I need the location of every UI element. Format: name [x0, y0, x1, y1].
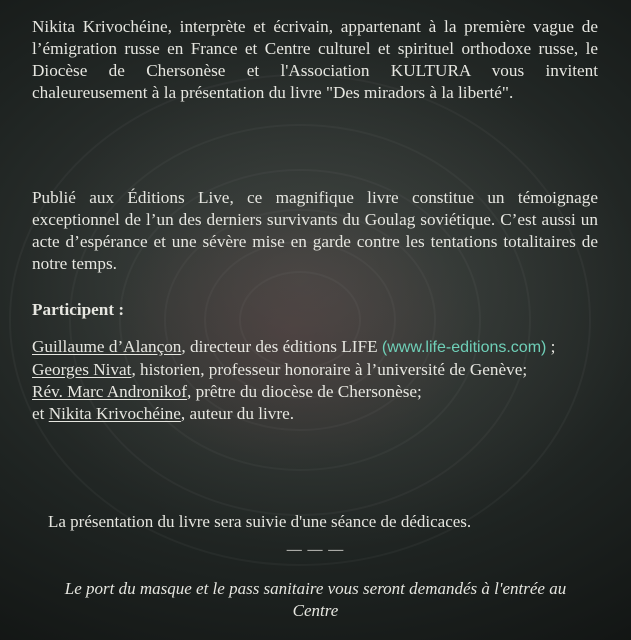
participant-item [32, 359, 598, 381]
description-paragraph: Publié aux Éditions Live, ce magnifique livre constitue un témoignage exceptionnel de l’un des derniers survivants du Goulag soviétique. C’est aussi un acte d’espérance et une sévère mise en garde contre les tentations totalitaires de notre temps. [32, 188, 598, 273]
participant-item [32, 381, 598, 403]
participant-name: Nikita Krivochéine [48, 404, 181, 423]
participant-name: Guillaume d’Alançon [32, 337, 182, 356]
participant-name: Rév. Marc Andronikof [32, 382, 187, 401]
participant-role: , directeur des éditions LIFE [181, 337, 382, 356]
health-notice: Le port du masque et le pass sanitaire vous seront demandés à l'entrée au Centre [64, 579, 567, 620]
intro-paragraph: Nikita Krivochéine, interprète et écrivain, appartenant à la première vague de l’émigration russe en France et Centre culturel et spirituel orthodoxe russe, le Diocèse de Chersonèse et l'Association KULTURA vous invitent chaleureusement à la présentation du livre "Des miradors à la liberté". [32, 17, 598, 102]
participant-end: ; [546, 337, 556, 356]
participant-name: Georges Nivat [32, 360, 132, 379]
participant-role: , prêtre du diocèse de Chersonèse; [186, 382, 422, 401]
separator: — — — [286, 542, 345, 558]
participant-role: , historien, professeur honoraire à l’université de Genève; [131, 360, 528, 379]
signing-note: La présentation du livre sera suivie d'une séance de dédicaces. [48, 512, 472, 531]
participant-item [32, 403, 598, 425]
participants-heading: Participent : [32, 300, 125, 319]
participant-prefix: et [32, 404, 49, 423]
participants-list [32, 336, 598, 425]
participant-item [32, 336, 598, 359]
website-link[interactable]: (www.life-editions.com) [381, 339, 547, 356]
participant-role: , auteur du livre. [180, 404, 295, 423]
